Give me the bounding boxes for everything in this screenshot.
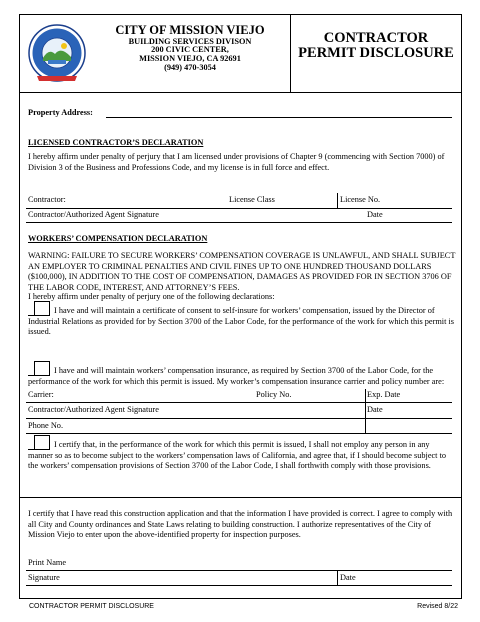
signature-line[interactable] (26, 585, 452, 586)
carrier-line[interactable] (26, 402, 452, 403)
street-address: 200 CIVIC CENTER, (151, 45, 229, 55)
property-address-field[interactable] (106, 117, 452, 118)
print-name-line[interactable] (26, 570, 452, 571)
policy-no-label: Policy No. (256, 390, 292, 399)
signature-label: Signature (28, 573, 60, 582)
certification-date-label: Date (340, 573, 356, 582)
certification-text: I certify that I have read this construction application and that the information I have provided is correct. I agree to comply with all City and County ordinances and State Laws relating to building construction. I authorize representatives of the City of Mission Viejo to enter upon the above-identified property for inspection purposes. (28, 509, 453, 539)
form-title (291, 31, 461, 61)
section-divider (20, 497, 461, 498)
carrier-divider (365, 389, 366, 433)
city-seal-logo (28, 24, 86, 82)
division-name: BUILDING SERVICES DIVISON (128, 36, 252, 46)
exp-date-label: Exp. Date (367, 390, 401, 399)
license-class-label: License Class (229, 195, 275, 204)
title-line-2: PERMIT DISCLOSURE (298, 45, 454, 62)
workers-warning: WARNING: FAILURE TO SECURE WORKERS’ COMPENSATION COVERAGE IS UNLAWFUL, AND SHALL SUBJECT AN EMPLOYER TO CRIMINAL PENALTIES AND CIVIL FINES UP TO ONE HUNDRED THOUSAND DOLLARS ($100,000), IN ADDITION TO THE COST OF COMPENSATION, DAMAGES AS PROVIDED FOR IN SECTION 3706 OF THE LABOR CODE, INTEREST, AND ATTORNEY’S FEES. (28, 251, 456, 292)
signature-divider (337, 571, 338, 586)
workers-affirm: I hereby affirm under penalty of perjury one of the following declarations: (28, 292, 275, 301)
footer-revision: Revised 8/22 (417, 603, 458, 610)
carrier-label: Carrier: (28, 390, 54, 399)
workers-signature-label: Contractor/Authorized Agent Signature (28, 405, 159, 414)
licensed-heading: LICENSED CONTRACTOR’S DECLARATION (28, 138, 204, 147)
phone-no-label: Phone No. (28, 421, 64, 430)
licensed-text: I hereby affirm under penalty of perjury that I am licensed under provisions of Chapter 9 (commencing with Section 7000) of Division 3 of the Business and Professions Code, and my license is in full force and effect. (28, 152, 445, 172)
licensed-signature-line[interactable] (26, 222, 452, 223)
form-frame (19, 14, 462, 599)
city-address-block (92, 24, 288, 73)
city-name: CITY OF MISSION VIEJO (115, 23, 265, 37)
city-state-zip: MISSION VIEJO, CA 92691 (139, 54, 241, 64)
footer-form-name: CONTRACTOR PERMIT DISCLOSURE (29, 603, 154, 610)
contractor-label: Contractor: (28, 195, 66, 204)
form-header (20, 15, 461, 93)
city-phone: (949) 470-3054 (164, 63, 216, 73)
title-line-1: CONTRACTOR (323, 30, 429, 46)
option-exempt-text: I certify that, in the performance of the work for which this permit is issued, I shall not employ any person in any manner so as to become subject to the workers’ compensation laws of California, and agree that, if I should become subject to the workers’ compensation provisions of Section 3700 of the Labor Code, I shall forthwith comply with those provisions. (28, 440, 447, 470)
option-self-insure-text: I have and will maintain a certificate of consent to self-insure for workers’ compensation, issued by the Director of Industrial Relations as provided for by Section 3700 of the Labor Code, for the performance of the work for which this permit is issued. (28, 306, 455, 336)
contractor-line[interactable] (26, 208, 452, 209)
print-name-label: Print Name (28, 558, 67, 567)
license-divider (337, 193, 338, 209)
option-insurance-text: I have and will maintain workers’ compensation insurance, as required by Section 3700 of the Labor Code, for the performance of the work for which this permit is issued. My worker’s compensation insurance carrier and policy number are: (28, 366, 445, 386)
workers-signature-line[interactable] (26, 418, 452, 419)
workers-heading: WORKERS’ COMPENSATION DECLARATION (28, 234, 208, 243)
phone-line[interactable] (26, 433, 452, 434)
licensed-date-label: Date (367, 210, 383, 219)
property-address-label: Property Address: (28, 108, 93, 117)
license-no-label: License No. (340, 195, 381, 204)
licensed-signature-label: Contractor/Authorized Agent Signature (28, 210, 159, 219)
workers-date-label: Date (367, 405, 383, 414)
